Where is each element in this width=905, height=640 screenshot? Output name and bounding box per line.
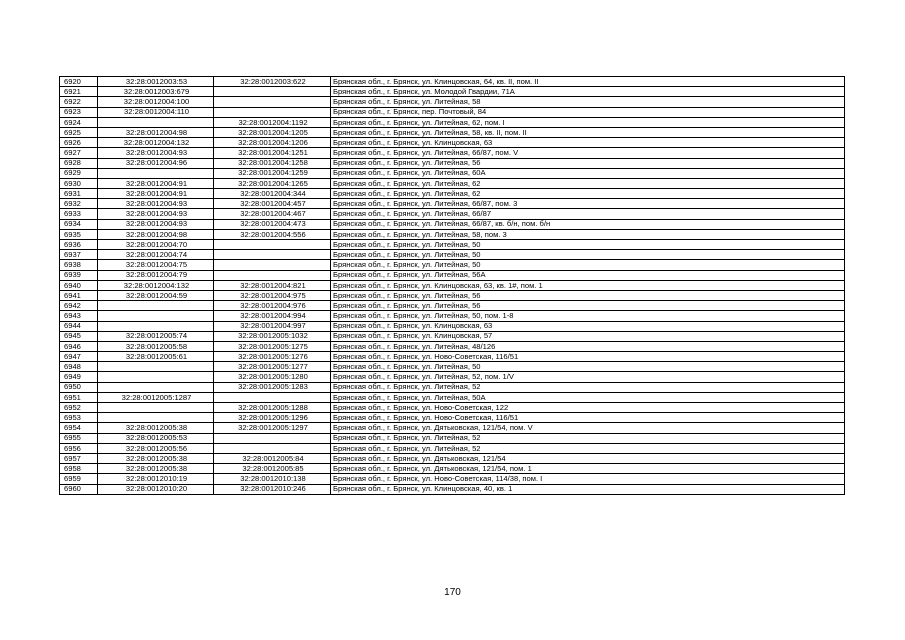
table-row bbox=[60, 392, 845, 402]
registry-table-body bbox=[60, 77, 845, 495]
land-cadastral-number-cell: 32:28:0012005:74 bbox=[98, 331, 214, 341]
address-cell: Брянская обл., г. Брянск, ул. Дятьковская, 121/54, пом. 1 bbox=[331, 464, 845, 474]
address-cell: Брянская обл., г. Брянск, ул. Клинцовская, 63, кв. 1#, пом. 1 bbox=[331, 280, 845, 290]
land-cadastral-number-cell: 32:28:0012004:98 bbox=[98, 229, 214, 239]
row-number-cell: 6955 bbox=[60, 433, 98, 443]
address-cell: Брянская обл., г. Брянск, ул. Литейная, 52 bbox=[331, 382, 845, 392]
row-number-cell: 6938 bbox=[60, 260, 98, 270]
object-cadastral-number-cell: 32:28:0012004:975 bbox=[214, 290, 331, 300]
address-cell: Брянская обл., г. Брянск, ул. Литейная, 48/126 bbox=[331, 341, 845, 351]
object-cadastral-number-cell bbox=[214, 97, 331, 107]
row-number-cell: 6940 bbox=[60, 280, 98, 290]
row-number-cell: 6939 bbox=[60, 270, 98, 280]
table-row bbox=[60, 311, 845, 321]
land-cadastral-number-cell: 32:28:0012005:61 bbox=[98, 352, 214, 362]
land-cadastral-number-cell: 32:28:0012004:91 bbox=[98, 189, 214, 199]
land-cadastral-number-cell: 32:28:0012004:100 bbox=[98, 97, 214, 107]
table-row bbox=[60, 240, 845, 250]
address-cell: Брянская обл., г. Брянск, ул. Литейная, 50 bbox=[331, 362, 845, 372]
land-cadastral-number-cell bbox=[98, 321, 214, 331]
address-cell: Брянская обл., г. Брянск, ул. Ново-Советская, 116/51 bbox=[331, 413, 845, 423]
row-number-cell: 6924 bbox=[60, 117, 98, 127]
land-cadastral-number-cell: 32:28:0012005:38 bbox=[98, 453, 214, 463]
land-cadastral-number-cell: 32:28:0012005:1287 bbox=[98, 392, 214, 402]
address-cell: Брянская обл., г. Брянск, ул. Литейная, 56 bbox=[331, 158, 845, 168]
object-cadastral-number-cell: 32:28:0012004:467 bbox=[214, 209, 331, 219]
land-cadastral-number-cell: 32:28:0012004:59 bbox=[98, 290, 214, 300]
table-row bbox=[60, 443, 845, 453]
object-cadastral-number-cell: 32:28:0012004:1206 bbox=[214, 138, 331, 148]
object-cadastral-number-cell bbox=[214, 250, 331, 260]
object-cadastral-number-cell bbox=[214, 260, 331, 270]
address-cell: Брянская обл., г. Брянск, ул. Литейная, 52, пом. 1/V bbox=[331, 372, 845, 382]
address-cell: Брянская обл., г. Брянск, ул. Литейная, 56 bbox=[331, 301, 845, 311]
address-cell: Брянская обл., г. Брянск, ул. Литейная, 50, пом. 1-8 bbox=[331, 311, 845, 321]
row-number-cell: 6953 bbox=[60, 413, 98, 423]
row-number-cell: 6945 bbox=[60, 331, 98, 341]
object-cadastral-number-cell bbox=[214, 443, 331, 453]
table-row bbox=[60, 148, 845, 158]
land-cadastral-number-cell: 32:28:0012003:53 bbox=[98, 77, 214, 87]
table-row bbox=[60, 433, 845, 443]
object-cadastral-number-cell bbox=[214, 392, 331, 402]
address-cell: Брянская обл., г. Брянск, ул. Дятьковская, 121/54, пом. V bbox=[331, 423, 845, 433]
row-number-cell: 6920 bbox=[60, 77, 98, 87]
object-cadastral-number-cell: 32:28:0012004:1258 bbox=[214, 158, 331, 168]
address-cell: Брянская обл., г. Брянск, ул. Клинцовская, 57 bbox=[331, 331, 845, 341]
land-cadastral-number-cell: 32:28:0012005:56 bbox=[98, 443, 214, 453]
land-cadastral-number-cell: 32:28:0012010:19 bbox=[98, 474, 214, 484]
row-number-cell: 6954 bbox=[60, 423, 98, 433]
object-cadastral-number-cell bbox=[214, 87, 331, 97]
table-row bbox=[60, 107, 845, 117]
row-number-cell: 6960 bbox=[60, 484, 98, 494]
table-row bbox=[60, 372, 845, 382]
address-cell: Брянская обл., г. Брянск, ул. Литейная, 52 bbox=[331, 443, 845, 453]
land-cadastral-number-cell: 32:28:0012004:93 bbox=[98, 199, 214, 209]
object-cadastral-number-cell bbox=[214, 107, 331, 117]
land-cadastral-number-cell: 32:28:0012010:20 bbox=[98, 484, 214, 494]
address-cell: Брянская обл., г. Брянск, ул. Литейная, 52 bbox=[331, 433, 845, 443]
row-number-cell: 6927 bbox=[60, 148, 98, 158]
address-cell: Брянская обл., г. Брянск, ул. Литейная, 58, кв. II, пом. II bbox=[331, 127, 845, 137]
row-number-cell: 6956 bbox=[60, 443, 98, 453]
address-cell: Брянская обл., г. Брянск, ул. Клинцовская, 64, кв. II, пом. II bbox=[331, 77, 845, 87]
address-cell: Брянская обл., г. Брянск, ул. Литейная, 56 bbox=[331, 290, 845, 300]
row-number-cell: 6959 bbox=[60, 474, 98, 484]
row-number-cell: 6949 bbox=[60, 372, 98, 382]
table-row bbox=[60, 352, 845, 362]
table-row bbox=[60, 87, 845, 97]
row-number-cell: 6951 bbox=[60, 392, 98, 402]
table-row bbox=[60, 127, 845, 137]
object-cadastral-number-cell bbox=[214, 240, 331, 250]
row-number-cell: 6933 bbox=[60, 209, 98, 219]
land-cadastral-number-cell: 32:28:0012004:93 bbox=[98, 219, 214, 229]
address-cell: Брянская обл., г. Брянск, ул. Литейная, 58, пом. 3 bbox=[331, 229, 845, 239]
object-cadastral-number-cell: 32:28:0012004:976 bbox=[214, 301, 331, 311]
address-cell: Брянская обл., г. Брянск, ул. Литейная, 66/87 bbox=[331, 209, 845, 219]
row-number-cell: 6947 bbox=[60, 352, 98, 362]
land-cadastral-number-cell: 32:28:0012004:79 bbox=[98, 270, 214, 280]
row-number-cell: 6957 bbox=[60, 453, 98, 463]
row-number-cell: 6948 bbox=[60, 362, 98, 372]
land-cadastral-number-cell bbox=[98, 372, 214, 382]
land-cadastral-number-cell bbox=[98, 382, 214, 392]
object-cadastral-number-cell: 32:28:0012005:1280 bbox=[214, 372, 331, 382]
address-cell: Брянская обл., г. Брянск, ул. Ново-Советская, 114/38, пом. I bbox=[331, 474, 845, 484]
object-cadastral-number-cell: 32:28:0012004:556 bbox=[214, 229, 331, 239]
table-row bbox=[60, 403, 845, 413]
row-number-cell: 6937 bbox=[60, 250, 98, 260]
row-number-cell: 6926 bbox=[60, 138, 98, 148]
table-row bbox=[60, 453, 845, 463]
row-number-cell: 6943 bbox=[60, 311, 98, 321]
table-row bbox=[60, 290, 845, 300]
address-cell: Брянская обл., г. Брянск, ул. Литейная, 56А bbox=[331, 270, 845, 280]
object-cadastral-number-cell: 32:28:0012005:85 bbox=[214, 464, 331, 474]
address-cell: Брянская обл., г. Брянск, ул. Клинцовская, 63 bbox=[331, 138, 845, 148]
object-cadastral-number-cell: 32:28:0012005:1032 bbox=[214, 331, 331, 341]
land-cadastral-number-cell: 32:28:0012005:38 bbox=[98, 464, 214, 474]
table-row bbox=[60, 270, 845, 280]
table-row bbox=[60, 199, 845, 209]
object-cadastral-number-cell: 32:28:0012010:138 bbox=[214, 474, 331, 484]
registry-table bbox=[59, 76, 845, 495]
table-row bbox=[60, 117, 845, 127]
land-cadastral-number-cell bbox=[98, 362, 214, 372]
page-number: 170 bbox=[444, 587, 461, 598]
land-cadastral-number-cell bbox=[98, 311, 214, 321]
land-cadastral-number-cell bbox=[98, 403, 214, 413]
table-row bbox=[60, 362, 845, 372]
row-number-cell: 6932 bbox=[60, 199, 98, 209]
object-cadastral-number-cell: 32:28:0012004:1259 bbox=[214, 168, 331, 178]
land-cadastral-number-cell: 32:28:0012004:93 bbox=[98, 148, 214, 158]
row-number-cell: 6928 bbox=[60, 158, 98, 168]
land-cadastral-number-cell: 32:28:0012004:70 bbox=[98, 240, 214, 250]
land-cadastral-number-cell: 32:28:0012004:93 bbox=[98, 209, 214, 219]
row-number-cell: 6946 bbox=[60, 341, 98, 351]
object-cadastral-number-cell: 32:28:0012004:1265 bbox=[214, 178, 331, 188]
object-cadastral-number-cell: 32:28:0012005:1276 bbox=[214, 352, 331, 362]
address-cell: Брянская обл., г. Брянск, ул. Литейная, 62 bbox=[331, 178, 845, 188]
address-cell: Брянская обл., г. Брянск, ул. Литейная, 66/87, пом. V bbox=[331, 148, 845, 158]
table-row bbox=[60, 341, 845, 351]
land-cadastral-number-cell: 32:28:0012005:58 bbox=[98, 341, 214, 351]
address-cell: Брянская обл., г. Брянск, ул. Литейная, 50А bbox=[331, 392, 845, 402]
table-row bbox=[60, 219, 845, 229]
land-cadastral-number-cell bbox=[98, 117, 214, 127]
land-cadastral-number-cell: 32:28:0012005:53 bbox=[98, 433, 214, 443]
address-cell: Брянская обл., г. Брянск, ул. Дятьковская, 121/54 bbox=[331, 453, 845, 463]
table-row bbox=[60, 178, 845, 188]
object-cadastral-number-cell: 32:28:0012004:1192 bbox=[214, 117, 331, 127]
table-row bbox=[60, 229, 845, 239]
object-cadastral-number-cell: 32:28:0012005:1277 bbox=[214, 362, 331, 372]
object-cadastral-number-cell: 32:28:0012005:1297 bbox=[214, 423, 331, 433]
object-cadastral-number-cell: 32:28:0012005:1288 bbox=[214, 403, 331, 413]
object-cadastral-number-cell: 32:28:0012005:1275 bbox=[214, 341, 331, 351]
land-cadastral-number-cell: 32:28:0012003:679 bbox=[98, 87, 214, 97]
object-cadastral-number-cell: 32:28:0012005:1296 bbox=[214, 413, 331, 423]
address-cell: Брянская обл., г. Брянск, ул. Литейная, 66/87, кв. б/н, пом. б/н bbox=[331, 219, 845, 229]
land-cadastral-number-cell: 32:28:0012004:132 bbox=[98, 138, 214, 148]
land-cadastral-number-cell: 32:28:0012004:98 bbox=[98, 127, 214, 137]
table-row bbox=[60, 209, 845, 219]
row-number-cell: 6929 bbox=[60, 168, 98, 178]
address-cell: Брянская обл., г. Брянск, ул. Молодой Гвардии, 71А bbox=[331, 87, 845, 97]
address-cell: Брянская обл., г. Брянск, ул. Литейная, 60А bbox=[331, 168, 845, 178]
table-row bbox=[60, 97, 845, 107]
land-cadastral-number-cell: 32:28:0012004:110 bbox=[98, 107, 214, 117]
object-cadastral-number-cell: 32:28:0012005:84 bbox=[214, 453, 331, 463]
land-cadastral-number-cell bbox=[98, 168, 214, 178]
address-cell: Брянская обл., г. Брянск, ул. Литейная, 58 bbox=[331, 97, 845, 107]
object-cadastral-number-cell: 32:28:0012004:473 bbox=[214, 219, 331, 229]
row-number-cell: 6925 bbox=[60, 127, 98, 137]
object-cadastral-number-cell: 32:28:0012004:457 bbox=[214, 199, 331, 209]
table-row bbox=[60, 280, 845, 290]
row-number-cell: 6950 bbox=[60, 382, 98, 392]
land-cadastral-number-cell: 32:28:0012004:132 bbox=[98, 280, 214, 290]
row-number-cell: 6930 bbox=[60, 178, 98, 188]
address-cell: Брянская обл., г. Брянск, ул. Литейная, 50 bbox=[331, 250, 845, 260]
object-cadastral-number-cell: 32:28:0012004:821 bbox=[214, 280, 331, 290]
land-cadastral-number-cell: 32:28:0012004:74 bbox=[98, 250, 214, 260]
table-row bbox=[60, 168, 845, 178]
object-cadastral-number-cell: 32:28:0012004:344 bbox=[214, 189, 331, 199]
object-cadastral-number-cell: 32:28:0012010:246 bbox=[214, 484, 331, 494]
row-number-cell: 6958 bbox=[60, 464, 98, 474]
table-row bbox=[60, 189, 845, 199]
row-number-cell: 6952 bbox=[60, 403, 98, 413]
object-cadastral-number-cell: 32:28:0012004:1205 bbox=[214, 127, 331, 137]
object-cadastral-number-cell: 32:28:0012004:994 bbox=[214, 311, 331, 321]
row-number-cell: 6923 bbox=[60, 107, 98, 117]
table-row bbox=[60, 250, 845, 260]
address-cell: Брянская обл., г. Брянск, ул. Клинцовская, 40, кв. 1 bbox=[331, 484, 845, 494]
object-cadastral-number-cell: 32:28:0012004:997 bbox=[214, 321, 331, 331]
table-row bbox=[60, 474, 845, 484]
row-number-cell: 6936 bbox=[60, 240, 98, 250]
row-number-cell: 6935 bbox=[60, 229, 98, 239]
table-row bbox=[60, 77, 845, 87]
address-cell: Брянская обл., г. Брянск, пер. Почтовый, 84 bbox=[331, 107, 845, 117]
row-number-cell: 6921 bbox=[60, 87, 98, 97]
table-row bbox=[60, 331, 845, 341]
object-cadastral-number-cell: 32:28:0012003:622 bbox=[214, 77, 331, 87]
address-cell: Брянская обл., г. Брянск, ул. Литейная, 50 bbox=[331, 260, 845, 270]
table-row bbox=[60, 464, 845, 474]
land-cadastral-number-cell: 32:28:0012004:75 bbox=[98, 260, 214, 270]
table-row bbox=[60, 138, 845, 148]
table-row bbox=[60, 301, 845, 311]
row-number-cell: 6922 bbox=[60, 97, 98, 107]
table-row bbox=[60, 321, 845, 331]
row-number-cell: 6941 bbox=[60, 290, 98, 300]
address-cell: Брянская обл., г. Брянск, ул. Литейная, 50 bbox=[331, 240, 845, 250]
table-row bbox=[60, 484, 845, 494]
address-cell: Брянская обл., г. Брянск, ул. Литейная, 62 bbox=[331, 189, 845, 199]
address-cell: Брянская обл., г. Брянск, ул. Литейная, 62, пом. I bbox=[331, 117, 845, 127]
table-row bbox=[60, 423, 845, 433]
row-number-cell: 6942 bbox=[60, 301, 98, 311]
row-number-cell: 6931 bbox=[60, 189, 98, 199]
table-row bbox=[60, 413, 845, 423]
table-row bbox=[60, 382, 845, 392]
object-cadastral-number-cell bbox=[214, 433, 331, 443]
land-cadastral-number-cell: 32:28:0012005:38 bbox=[98, 423, 214, 433]
object-cadastral-number-cell: 32:28:0012005:1283 bbox=[214, 382, 331, 392]
land-cadastral-number-cell: 32:28:0012004:91 bbox=[98, 178, 214, 188]
address-cell: Брянская обл., г. Брянск, ул. Ново-Советская, 122 bbox=[331, 403, 845, 413]
table-row bbox=[60, 260, 845, 270]
object-cadastral-number-cell: 32:28:0012004:1251 bbox=[214, 148, 331, 158]
land-cadastral-number-cell bbox=[98, 413, 214, 423]
address-cell: Брянская обл., г. Брянск, ул. Ново-Советская, 116/51 bbox=[331, 352, 845, 362]
object-cadastral-number-cell bbox=[214, 270, 331, 280]
land-cadastral-number-cell: 32:28:0012004:96 bbox=[98, 158, 214, 168]
row-number-cell: 6934 bbox=[60, 219, 98, 229]
address-cell: Брянская обл., г. Брянск, ул. Клинцовская, 63 bbox=[331, 321, 845, 331]
address-cell: Брянская обл., г. Брянск, ул. Литейная, 66/87, пом. 3 bbox=[331, 199, 845, 209]
row-number-cell: 6944 bbox=[60, 321, 98, 331]
table-row bbox=[60, 158, 845, 168]
land-cadastral-number-cell bbox=[98, 301, 214, 311]
